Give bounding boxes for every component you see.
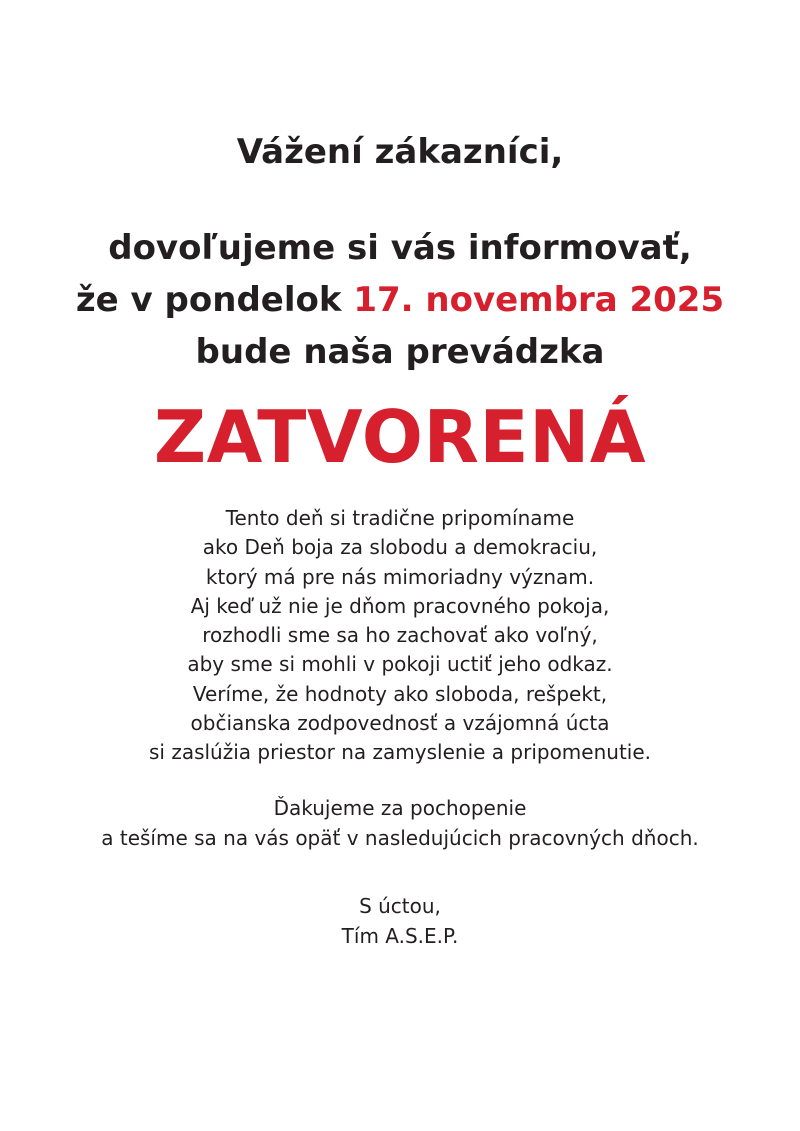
- intro-line-2-prefix: že v pondelok: [75, 280, 354, 320]
- signoff-salutation: S úctou,: [359, 894, 441, 918]
- body-line: Aj keď už nie je dňom pracovného pokoja,: [190, 593, 610, 618]
- body-line: rozhodli sme sa ho zachovať ako voľný,: [202, 623, 598, 648]
- explanation-paragraph: [0, 504, 800, 768]
- thanks-line: Ďakujeme za pochopenie: [273, 796, 527, 820]
- intro-line-2: [0, 274, 800, 326]
- closure-date: 17. novembra 2025: [353, 280, 725, 320]
- intro-line-3: bude naša prevádzka: [195, 332, 605, 372]
- body-line: si zaslúžia priestor na zamyslenie a pripomenutie.: [148, 740, 652, 765]
- signoff-team: Tím A.S.E.P.: [341, 924, 459, 948]
- signoff: [0, 891, 800, 951]
- thanks-paragraph: [0, 793, 800, 853]
- intro-block: [0, 222, 800, 378]
- body-line: Tento deň si tradične pripomíname: [225, 506, 575, 530]
- body-line: občianska zodpovednosť a vzájomná úcta: [190, 711, 610, 736]
- intro-line-1: dovoľujeme si vás informovať,: [108, 228, 692, 268]
- body-line: aby sme si mohli v pokoji uctiť jeho odkaz.: [187, 652, 613, 677]
- closed-status-heading: ZATVORENÁ: [153, 395, 647, 479]
- body-line: Veríme, že hodnoty ako sloboda, rešpekt,: [192, 681, 608, 706]
- body-line: ktorý má pre nás mimoriadny význam.: [205, 564, 595, 589]
- thanks-line: a tešíme sa na vás opäť v nasledujúcich pracovných dňoch.: [101, 826, 699, 850]
- body-line: ako Deň boja za slobodu a demokraciu,: [202, 535, 598, 560]
- greeting-heading: Vážení zákazníci,: [236, 132, 564, 172]
